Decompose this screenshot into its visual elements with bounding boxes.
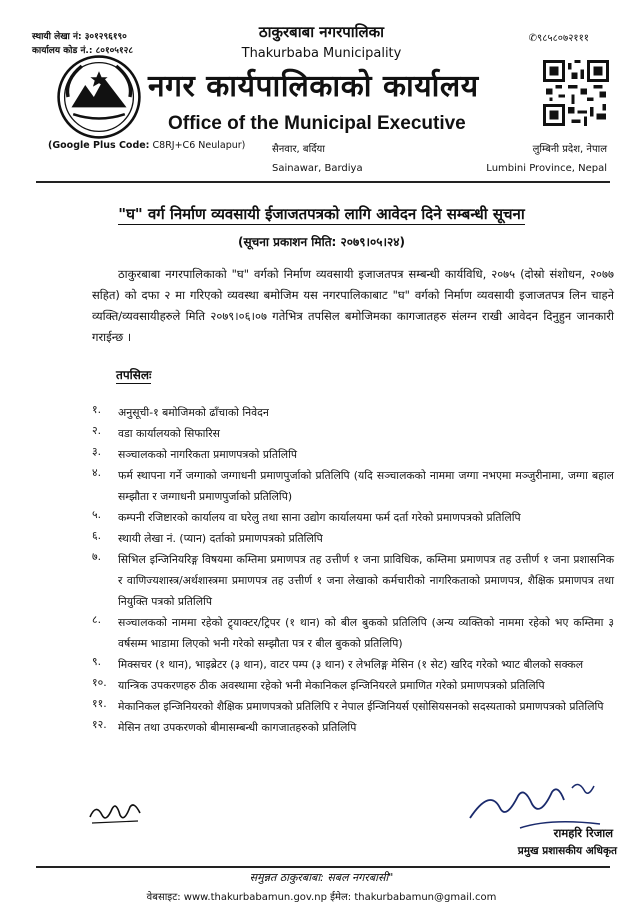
list-item: ५. कम्पनी रजिष्टारको कार्यालय वा घरेलु तथा साना उद्योग कार्यालयमा फर्म दर्ता गरेको प्रमाणपत्रको प्रतिलिपि <box>92 508 521 524</box>
footer-contact: वेबसाइट: www.thakurbabamun.gov.np ईमेल: thakurbabamun@gmail.com <box>146 892 497 903</box>
notice-intro-paragraph: ठाकुरबाबा नगरपालिकाको "घ" वर्गको निर्माण व्यवसायी इजाजतपत्र सम्बन्धी कार्यविधि, २०७५ (दोस्रो संशोधन, २०७७ सहित) को दफा २ मा गरिएको व्यवस्था बमोजिम यस नगरपालिकाबाट "घ" वर्गको निर्माण व्यवसायी इजाजतपत्र लिन चाहने व्यक्ति/व्यवसायीहरुले मिति २०७९।०६।०७ गतेभित्र तपसिल बमोजिमका कागजातहरु संलग्न राखी आवेदन दिनुहुन जानकारी गराईन्छ । <box>92 267 614 344</box>
list-item: १०. यान्त्रिक उपकरणहरु ठीक अवस्थामा रहेको भनी मेकानिकल इन्जिनियरले प्रमाणित गरेको प्रमाणपत्रको प्रतिलिपि <box>92 676 545 692</box>
footer-divider <box>36 866 610 868</box>
address-province: लुम्बिनी प्रदेश, नेपाल Lumbini Province, Nepal <box>486 144 607 174</box>
required-documents-list <box>92 402 614 738</box>
list-item: २. वडा कार्यालयको सिफारिस <box>92 424 220 440</box>
initial-signature-icon <box>86 795 146 831</box>
office-code: कार्यालय कोड नं.: ८०१०५१२८ <box>32 46 134 56</box>
list-item: ८. सञ्चालकको नाममा रहेको ट्र्याक्टर/ट्रिपर (१ थान) को बील बुकको प्रतिलिपि (अन्य व्यक्तिको नाममा रहेको भए कम्तिमा ३ वर्षसम्म भाडामा लिएको भनी गरेको सम्झौता पत्र र बील बुकको प्रतिलिपि) <box>92 613 614 650</box>
list-item: १२. मेसिन तथा उपकरणको बीमासम्बन्धी कागजातहरुको प्रतिलिपि <box>92 718 357 734</box>
office-title-english: Office of the Municipal Executive <box>168 113 466 134</box>
list-item: ४. फर्म स्थापना गर्ने जग्गाको जग्गाधनी प्रमाणपुर्जाको प्रतिलिपि (यदि सञ्चालकको नाममा जग्गा नभएमा मञ्जुरीनामा, जग्गा बहाल सम्झौता र जग्गाधनी प्रमाणपुर्जाको प्रतिलिपि) <box>92 466 614 503</box>
list-item: ६. स्थायी लेखा नं. (प्यान) दर्ताको प्रमाणपत्रको प्रतिलिपि <box>92 529 323 545</box>
signatory-title: प्रमुख प्रशासकीय अधिकृत <box>517 845 617 857</box>
google-plus-code: (Google Plus Code: C8RJ+C6 Neulapur) <box>48 140 246 151</box>
pan-number: स्थायी लेखा नं: ३०१२९६१९० <box>32 32 127 42</box>
list-item: ९. मिक्सचर (१ थान), भाइब्रेटर (३ थान), वाटर पम्प (३ थान) र लेभलिङ्ग मेसिन (१ सेट) खरिद गरेको भ्याट बीलको सक्कल <box>92 655 584 671</box>
signatory-name: रामहरि रिजाल <box>553 826 613 840</box>
nepal-emblem-icon <box>56 54 142 140</box>
qr-code-icon <box>543 60 609 126</box>
address-district: सैनवार, बर्दिया Sainawar, Bardiya <box>272 144 363 174</box>
list-item: ११. मेकानिकल इन्जिनियरको शैक्षिक प्रमाणपत्रको प्रतिलिपि र नेपाल ईन्जिनियर्स एसोसियसनको सदस्यताको प्रमाणपत्रको प्रतिलिपि <box>92 697 604 713</box>
publication-date: (सूचना प्रकाशन मिति: २०७९।०५।२४) <box>237 235 406 249</box>
details-heading: तपसिलः <box>116 368 152 382</box>
footer-slogan: समुन्नत ठाकुरबाबा: सबल नगरबासी" <box>249 871 394 884</box>
municipality-name-english: Thakurbaba Municipality <box>241 46 402 61</box>
list-item: ७. सिभिल इन्जिनियरिङ्ग विषयमा कम्तिमा प्रमाणपत्र तह उत्तीर्ण १ जना प्राविधिक, कम्तिमा प्रमाणपत्र तह उत्तीर्ण १ जना प्रशासनिक र वाणिज्यशास्त्र/अर्थशास्त्रमा प्रमाणपत्र तह उत्तीर्ण १ जना लेखाको कर्मचारीको नागरिकताको प्रमाणपत्र, शैक्षिक प्रमाणपत्र तथा नियुक्ति पत्रको प्रतिलिपि <box>92 550 614 608</box>
header-divider <box>36 181 610 183</box>
office-title-nepali: नगर कार्यपालिकाको कार्यालय <box>148 69 479 104</box>
list-item: १. अनुसूची-१ बमोजिमको ढाँचाको निवेदन <box>92 403 269 419</box>
notice-title: "घ" वर्ग निर्माण व्यवसायी ईजाजतपत्रको लागि आवेदन दिने सम्बन्धी सूचना <box>118 205 525 223</box>
list-item: ३. सञ्चालकको नागरिकता प्रमाणपत्रको प्रतिलिपि <box>92 445 298 461</box>
municipality-name-nepali: ठाकुरबाबा नगरपालिका <box>258 23 385 41</box>
phone-number: ✆९८५८०७२१११ <box>528 33 589 44</box>
